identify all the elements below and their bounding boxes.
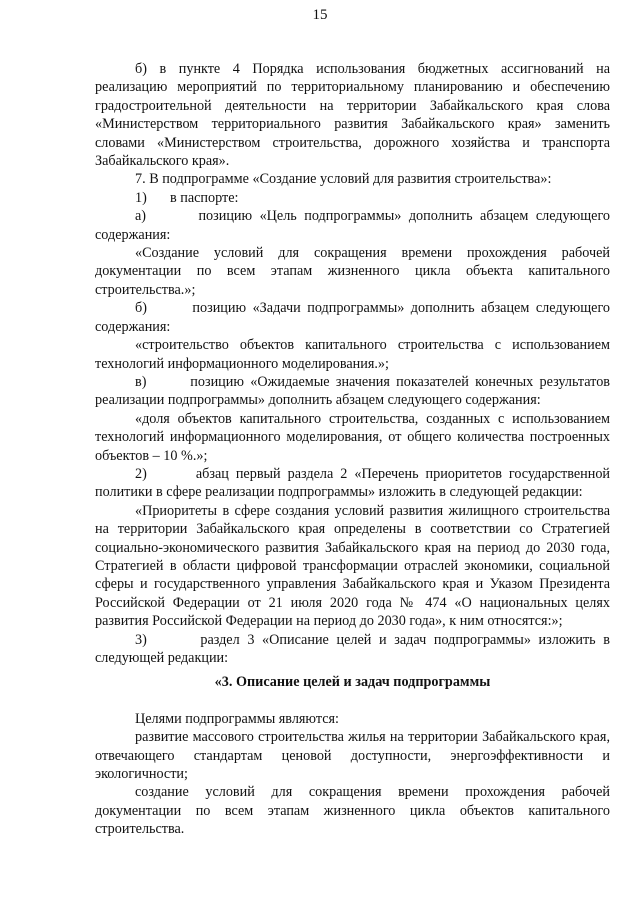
quote-2: «Приоритеты в сфере создания условий развития жилищного строительства на территории Забайкальского края определены в соответствии со Стратегией социально-экономического развития Забайкальского края на период до 2030 года, Стратегией в области цифровой трансформации отраслей экономики, социальной сферы и государственного управления Забайкальского края и Указом Президента Российской Федерации от 21 июля 2020 года № 474 «О национальных целях развития Российской Федерации на период до 2030 года», к ним относятся:»; [95,502,610,630]
list-marker: а) [135,208,147,225]
list-marker: в) [135,373,147,390]
paragraph-b4: б) в пункте 4 Порядка использования бюджетных ассигнований на реализацию мероприятий по территориальному планированию и обеспечению градостроительной деятельности на территории Забайкальского края слова «Министерством территориального развития Забайкальского края» заменить словами «Министерством строительства, дорожного хозяйства и транспорта Забайкальского края». [95,61,610,170]
list-text: абзац первый раздела 2 «Перечень приоритетов государственной политики в сфере реализации подпрограммы» изложить в следующей редакции: [95,465,611,501]
list-item-a [95,207,610,244]
document-body [95,60,610,839]
list-text: в паспорте: [170,189,239,206]
list-item-v [95,373,610,410]
list-item-1 [95,189,610,207]
quote-b: «строительство объектов капитального строительства с использованием технологий информационного моделирования.»; [95,337,610,372]
list-text: позицию «Ожидаемые значения показателей конечных результатов реализации подпрограммы» дополнить абзацем следующего содержания: [95,373,610,409]
list-item-3 [95,631,610,668]
quote-v: «доля объектов капитального строительства, созданных с использованием технологий информационного моделирования, от общего количества построенных объектов – 10 %.»; [95,410,610,464]
section-heading: «3. Описание целей и задач подпрограммы [214,674,491,691]
list-marker: б) [135,300,147,317]
spacer [95,692,610,710]
list-text: позицию «Задачи подпрограммы» дополнить абзацем следующего содержания: [95,300,611,335]
list-marker: 2) [135,465,147,482]
list-marker: 1) [135,189,147,206]
list-text: позицию «Цель подпрограммы» дополнить абзацем следующего содержания: [95,208,610,243]
list-item-b [95,299,610,336]
quote-a: «Создание условий для сокращения времени прохождения рабочей документации по всем этапам жизненного цикла объекта капитального строительства.»; [95,245,610,298]
list-marker: 3) [135,631,147,648]
goal-2: создание условий для сокращения времени прохождения рабочей документации по всем этапам жизненного цикла объектов капитального строительства. [95,784,610,838]
paragraph-7: 7. В подпрограмме «Создание условий для развития строительства»: [135,171,552,188]
list-item-2 [95,465,610,502]
list-text: раздел 3 «Описание целей и задач подпрограммы» изложить в следующей редакции: [95,631,610,666]
goals-intro: Целями подпрограммы являются: [135,710,339,727]
goal-1: развитие массового строительства жилья на территории Забайкальского края, отвечающего стандартам ценовой доступности, энергоэффективности и экологичности; [95,729,610,783]
page-number: 15 [312,7,328,23]
